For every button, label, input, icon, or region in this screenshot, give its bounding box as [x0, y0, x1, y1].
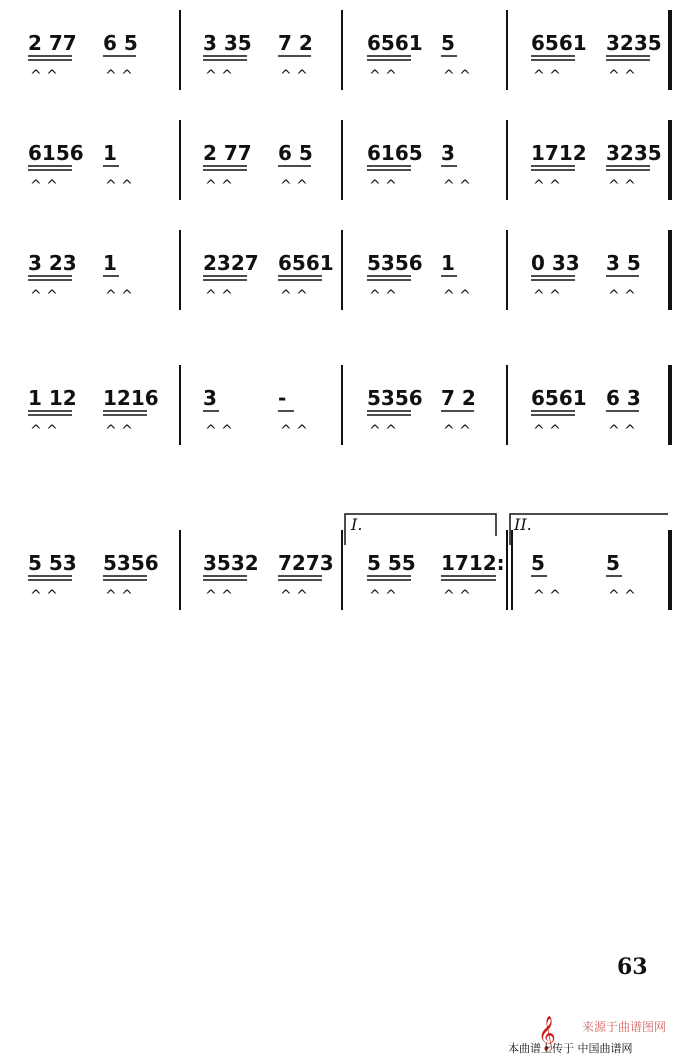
note-group: 7 2 [278, 31, 313, 55]
accent-mark: ^ ^ [280, 68, 308, 84]
note-group: 5 [531, 551, 545, 575]
note-group: 3235 [606, 141, 662, 165]
accent-mark: ^ ^ [443, 423, 471, 439]
watermark-line: 本曲谱上传于 中国曲谱网 [508, 1042, 633, 1055]
note-group: 1 [441, 251, 455, 275]
accent-mark: ^ ^ [280, 178, 308, 194]
note-group: 5356 [367, 386, 423, 410]
accent-mark: ^ ^ [30, 423, 58, 439]
accent-mark: ^ ^ [280, 288, 308, 304]
accent-mark: ^ ^ [30, 68, 58, 84]
note-group: 3532 [203, 551, 259, 575]
note-group: 7273 [278, 551, 334, 575]
note-group: 6561 [278, 251, 334, 275]
volta-second-bracket [510, 514, 668, 545]
accent-mark: ^ ^ [608, 288, 636, 304]
note-group: 5 53 [28, 551, 77, 575]
accent-mark: ^ ^ [105, 288, 133, 304]
page-number: 63 [617, 954, 648, 980]
note-group: 6156 [28, 141, 84, 165]
volta-second-label: II. [514, 515, 532, 534]
note-group: 0 33 [531, 251, 580, 275]
note-group: 2327 [203, 251, 259, 275]
note-group: - [278, 386, 287, 410]
accent-mark: ^ ^ [533, 588, 561, 604]
note-group: 6 5 [278, 141, 313, 165]
note-group: 6561 [531, 31, 587, 55]
accent-mark: ^ ^ [105, 178, 133, 194]
volta-first-label: I. [351, 515, 363, 534]
note-group: 7 2 [441, 386, 476, 410]
accent-mark: ^ ^ [30, 588, 58, 604]
note-group: 3 5 [606, 251, 641, 275]
accent-mark: ^ ^ [369, 68, 397, 84]
accent-mark: ^ ^ [369, 288, 397, 304]
note-group: 6561 [531, 386, 587, 410]
accent-mark: ^ ^ [533, 288, 561, 304]
note-group: 5356 [103, 551, 159, 575]
accent-mark: ^ ^ [608, 423, 636, 439]
note-group: 3 [203, 386, 217, 410]
accent-mark: ^ ^ [369, 588, 397, 604]
accent-mark: ^ ^ [30, 288, 58, 304]
accent-mark: ^ ^ [443, 68, 471, 84]
note-group: 3235 [606, 31, 662, 55]
watermark [508, 1014, 700, 1064]
note-group: 2 77 [203, 141, 252, 165]
note-group: 1712: [441, 551, 505, 575]
accent-mark: ^ ^ [533, 178, 561, 194]
note-group: 3 23 [28, 251, 77, 275]
note-group: 1 12 [28, 386, 77, 410]
accent-mark: ^ ^ [608, 588, 636, 604]
volta-first-bracket [345, 514, 496, 545]
note-group: 6561 [367, 31, 423, 55]
accent-mark: ^ ^ [608, 178, 636, 194]
accent-mark: ^ ^ [105, 68, 133, 84]
accent-mark: ^ ^ [205, 423, 233, 439]
accent-mark: ^ ^ [280, 588, 308, 604]
treble-clef-icon: 𝄞 [538, 1016, 556, 1051]
accent-mark: ^ ^ [608, 68, 636, 84]
accent-mark: ^ ^ [280, 423, 308, 439]
note-group: 6165 [367, 141, 423, 165]
note-group: 3 [441, 141, 455, 165]
accent-mark: ^ ^ [443, 178, 471, 194]
watermark-site: 来源于曲谱图网 [582, 1020, 667, 1034]
accent-mark: ^ ^ [443, 588, 471, 604]
note-group: 1712 [531, 141, 587, 165]
accent-mark: ^ ^ [369, 423, 397, 439]
accent-mark: ^ ^ [30, 178, 58, 194]
note-group: 5 55 [367, 551, 416, 575]
note-group: 6 3 [606, 386, 641, 410]
accent-mark: ^ ^ [105, 423, 133, 439]
accent-mark: ^ ^ [443, 288, 471, 304]
note-group: 5356 [367, 251, 423, 275]
note-group: 5 [606, 551, 620, 575]
accent-mark: ^ ^ [205, 288, 233, 304]
accent-mark: ^ ^ [533, 68, 561, 84]
note-group: 5 [441, 31, 455, 55]
accent-mark: ^ ^ [205, 68, 233, 84]
note-group: 1 [103, 141, 117, 165]
note-group: 3 35 [203, 31, 252, 55]
note-group: 6 5 [103, 31, 138, 55]
accent-mark: ^ ^ [105, 588, 133, 604]
accent-mark: ^ ^ [369, 178, 397, 194]
note-group: 1216 [103, 386, 159, 410]
accent-mark: ^ ^ [205, 178, 233, 194]
note-group: 2 77 [28, 31, 77, 55]
note-group: 1 [103, 251, 117, 275]
accent-mark: ^ ^ [205, 588, 233, 604]
accent-mark: ^ ^ [533, 423, 561, 439]
